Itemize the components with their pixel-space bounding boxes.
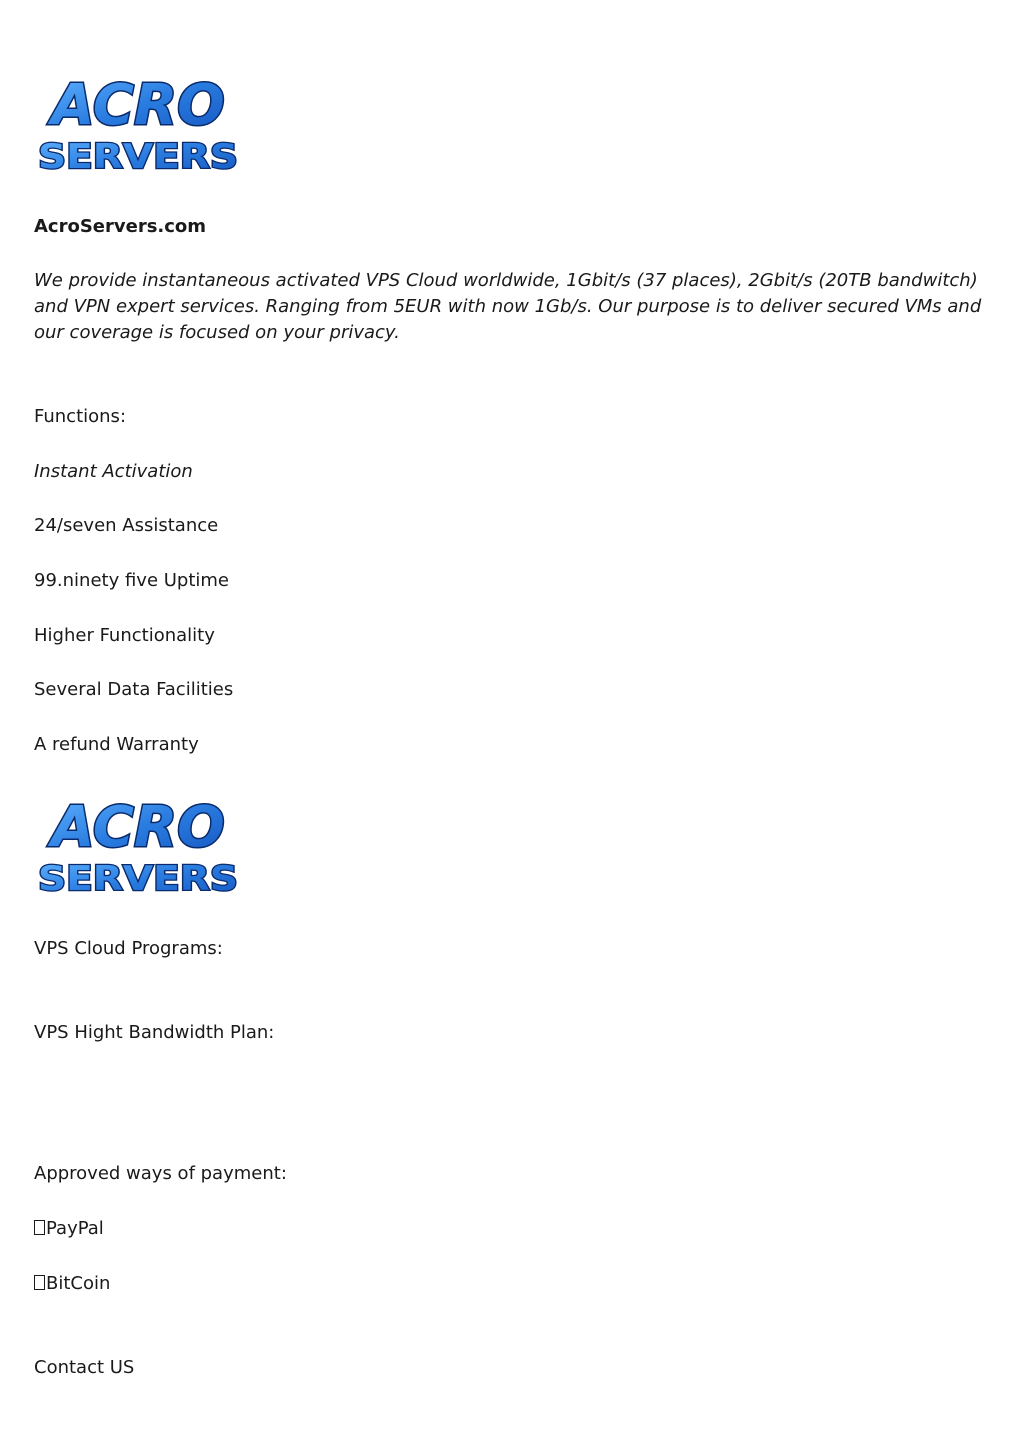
function-item: Instant Activation — [34, 461, 193, 482]
vps-cloud-heading: VPS Cloud Programs: — [34, 938, 223, 959]
logo-top-text: ACRO — [51, 76, 225, 138]
acroservers-logo-middle — [34, 798, 242, 898]
function-item: Higher Functionality — [34, 625, 215, 646]
payment-label: PayPal — [46, 1218, 104, 1239]
function-item: 24/seven Assistance — [34, 515, 219, 536]
missing-glyph-icon — [34, 1220, 45, 1235]
payment-heading: Approved ways of payment: — [34, 1163, 287, 1184]
logo-top-text: ACRO — [51, 798, 225, 860]
logo-bottom-text: SERVERS — [38, 859, 238, 898]
site-name: AcroServers.com — [34, 216, 207, 237]
function-item: A refund Warranty — [34, 734, 199, 755]
intro-paragraph: We provide instantaneous activated VPS Cloud worldwide, 1Gbit/s (37 places), 2Gbit/s (20TB bandwitch) and VPN expert services. Ranging from 5EUR with now 1Gb/s. Our purpose is to deliver secured VMs and our coverage is focused on your privacy. — [34, 270, 982, 343]
functions-heading: Functions: — [34, 406, 127, 427]
logo-bottom-text: SERVERS — [38, 137, 238, 176]
acroservers-logo-top — [34, 76, 242, 176]
payment-item — [34, 1218, 104, 1240]
function-item: Several Data Facilities — [34, 679, 234, 700]
vps-bandwidth-heading: VPS Hight Bandwidth Plan: — [34, 1022, 275, 1043]
function-item: 99.ninety five Uptime — [34, 570, 230, 591]
missing-glyph-icon — [34, 1275, 45, 1290]
contact-link[interactable]: Contact US — [34, 1357, 135, 1378]
payment-item — [34, 1273, 110, 1295]
payment-label: BitCoin — [46, 1273, 111, 1294]
